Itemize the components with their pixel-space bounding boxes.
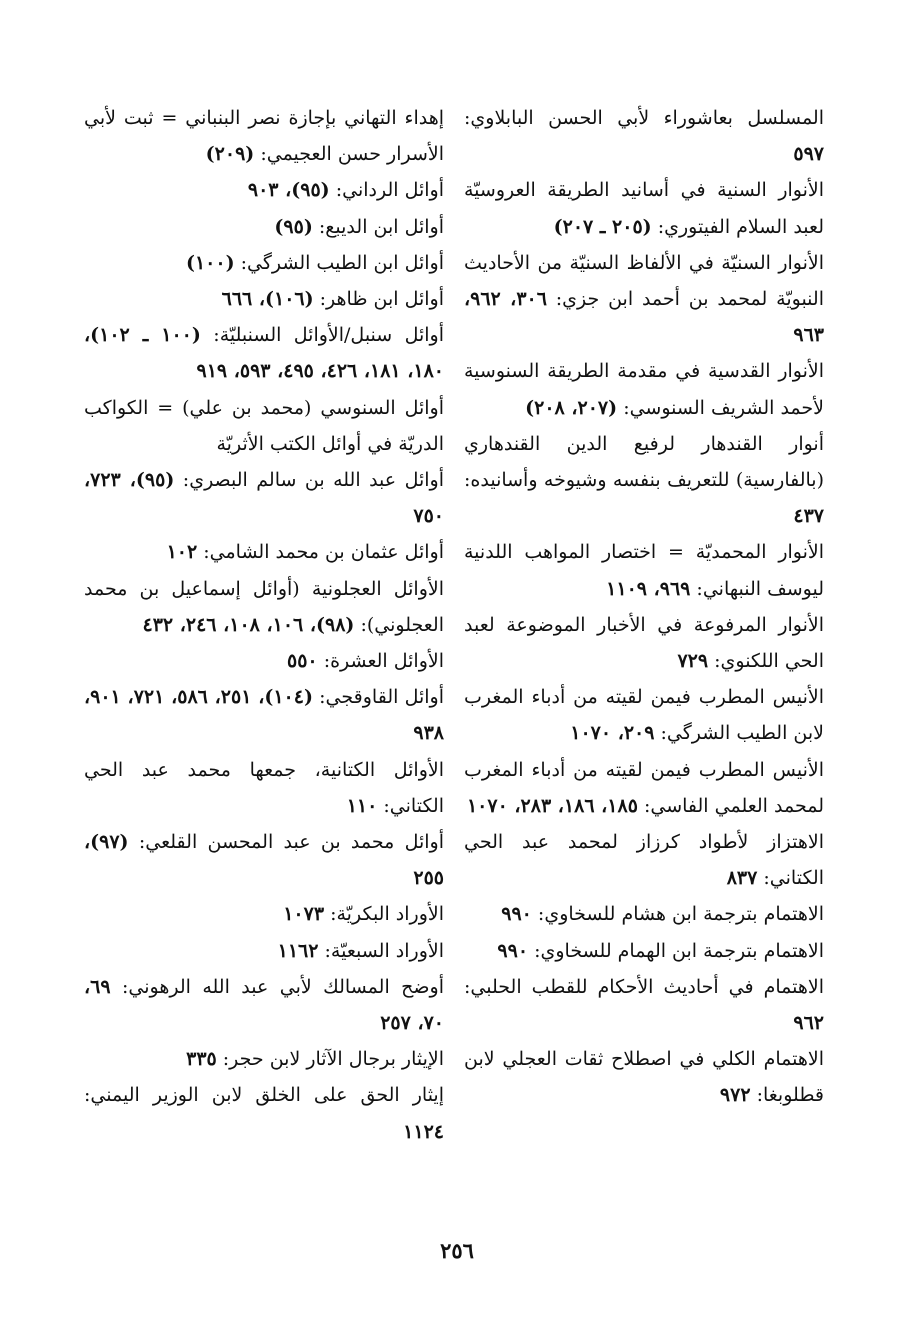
index-entry [464,933,824,969]
entry-page-refs: (١٠٤)، ٢٥١، ٥٨٦، ٧٢١، ٩٠١، ٩٣٨ [84,686,444,745]
index-entry [84,172,444,208]
index-entry [84,317,444,389]
entry-title: أوائل ابن الديبع: [318,215,444,238]
index-entry [464,1041,824,1113]
entry-title: الأوراد السبعيّة: [324,939,444,962]
entry-title: الأنوار السنية في أسانيد الطريقة العروسيّة لعبد السلام الفيتوري: [464,179,824,238]
index-entry [84,969,444,1041]
entry-page-refs: (١٠٦)، ٦٦٦ [221,288,314,311]
index-entry [464,824,824,896]
index-entry [84,933,444,969]
index-entry [84,534,444,570]
entry-title: الاهتزاز لأطواد كرزاز لمحمد عبد الحي الكتاني: [464,831,824,890]
entry-page-refs: ١١٠ [346,794,378,817]
index-entry [84,245,444,281]
entry-page-refs: ٤٣٧ [793,505,824,528]
entry-page-refs: ٧٢٩ [677,650,709,673]
entry-title: الأنوار السنيّة في الألفاظ السنيّة من الأحاديث النبويّة لمحمد بن أحمد ابن جزي: [464,251,824,311]
index-entry [464,426,824,535]
index-entry [464,752,824,824]
entry-title: الاهتمام بترجمة ابن الهمام للسخاوي: [534,939,824,962]
entry-title: الأنوار القدسية في مقدمة الطريقة السنوسية لأحمد الشريف السنوسي: [464,360,824,419]
entry-page-refs: ٦٩، ٧٠، ٢٥٧ [84,975,444,1035]
index-entry [84,100,444,172]
entry-page-refs: ١١٢٤ [403,1120,444,1143]
entry-title: أوائل ابن الطيب الشرگي: [240,251,444,274]
index-entry [464,353,824,425]
index-entry [84,896,444,932]
entry-page-refs: (٩٥) [274,215,313,238]
index-entry [464,245,824,354]
entry-page-refs: ١٠٢ [166,541,198,564]
entry-title: الأوائل العجلونية (أوائل إسماعيل بن محمد العجلوني): [84,577,444,636]
entry-page-refs: (٩٥)، ٧٢٣، ٧٥٠ [84,469,444,528]
entry-page-refs: (٢٠٩) [205,143,255,166]
entry-title: أوائل السنوسي (محمد بن علي) = الكواكب الدريّة في أوائل الكتب الأثريّة [84,396,444,455]
index-entry [84,824,444,896]
entry-title: الاهتمام بترجمة ابن هشام للسخاوي: [537,903,824,926]
entry-title: أوائل القاوقجي: [319,686,445,709]
index-entry [84,209,444,245]
index-entry [84,1077,444,1149]
entry-title: الاهتمام في أحاديث الأحكام للقطب الحلبي: [464,975,824,998]
index-entry [84,390,444,462]
entry-page-refs: ٩٧٢ [719,1084,751,1107]
index-column-left [84,100,444,1150]
entry-page-refs: ٣٠٦، ٩٦٢، ٩٦٣ [464,288,824,347]
index-entry [84,752,444,824]
entry-page-refs: ٥٥٠ [287,650,318,673]
entry-page-refs: ٩٩٠ [501,903,532,926]
index-entry [464,969,824,1041]
entry-page-refs: ٨٣٧ [726,867,758,890]
entry-page-refs: ٢٠٩، ١٠٧٠ [570,722,655,745]
entry-page-refs: (١٠٠) [185,251,235,274]
entry-page-refs: (٩٨)، ١٠٦، ١٠٨، ٢٤٦، ٤٣٢ [142,613,355,636]
entry-page-refs: (٢٠٧، ٢٠٨) [525,396,618,419]
entry-title: أنوار القندهار لرفيع الدين القندهاري (بالفارسية) للتعريف بنفسه وشيوخه وأسانيده: [464,432,824,492]
entry-title: الأنوار المرفوعة في الأخبار الموضوعة لعبد الحي اللكنوي: [464,613,824,673]
entry-title: أوضح المسالك لأبي عبد الله الرهوني: [121,975,444,998]
entry-title: أوائل محمد بن عبد المحسن القلعي: [138,831,444,854]
entry-page-refs: ١٠٧٣ [283,903,325,926]
entry-page-refs: ١٨٥، ١٨٦، ٢٨٣، ١٠٧٠ [466,794,638,817]
entry-title: إيثار الحق على الخلق لابن الوزير اليمني: [84,1084,444,1107]
index-entry [84,1041,444,1077]
index-entry [464,172,824,244]
entry-title: أوائل عبد الله بن سالم البصري: [182,469,444,492]
entry-title: الأنيس المطرب فيمن لقيته من أدباء المغرب لمحمد العلمي الفاسي: [464,758,824,817]
entry-page-refs: (٢٠٥ ـ ٢٠٧) [553,215,652,238]
entry-title: أوائل سنبل/الأوائل السنبليّة: [213,324,445,347]
entry-title: الأوائل العشرة: [323,650,444,673]
index-entry [84,462,444,534]
index-entry [84,679,444,751]
index-column-right [464,100,824,1114]
index-entry [464,896,824,932]
entry-title: أوائل عثمان بن محمد الشامي: [203,541,444,564]
entry-page-refs: ١١٦٢ [277,939,319,962]
index-entry [464,679,824,751]
index-entry [84,571,444,643]
entry-page-refs: ٩٦٢ [793,1012,824,1035]
entry-page-refs: ٩٦٩، ١١٠٩ [606,577,691,600]
entry-title: الأنيس المطرب فيمن لقيته من أدباء المغرب لابن الطيب الشرگي: [464,686,824,745]
entry-page-refs: ٣٣٥ [186,1048,217,1071]
entry-title: الأنوار المحمديّة = اختصار المواهب اللدنية ليوسف النبهاني: [464,541,824,600]
entry-title: المسلسل بعاشوراء لأبي الحسن البابلاوي: [464,107,824,129]
entry-title: إهداء التهاني بإجازة نصر البنباني = ثبت لأبي الأسرار حسن العجيمي: [84,107,444,166]
entry-title: أوائل ابن ظاهر: [319,288,444,311]
entry-title: الإيثار برجال الآثار لابن حجر: [222,1048,444,1071]
index-entry [84,643,444,679]
index-entry [464,607,824,679]
entry-title: الاهتمام الكلي في اصطلاح ثقات العجلي لابن قطلوبغا: [464,1048,824,1107]
entry-title: الأوراد البكريّة: [330,903,444,926]
entry-title: الأوائل الكتانية، جمعها محمد عبد الحي الكتاني: [84,758,444,817]
entry-page-refs: (٩٧)، ٢٥٥ [84,831,444,890]
index-entry [464,534,824,606]
entry-page-refs: (١٠٠ ـ ١٠٢)، ١٨٠، ١٨١، ٤٢٦، ٤٩٥، ٥٩٣، ٩١٩ [84,324,444,383]
entry-page-refs: (٩٥)، ٩٠٣ [247,179,330,202]
entry-title: أوائل الرداني: [335,179,444,202]
index-entry [464,100,824,172]
index-entry [84,281,444,317]
entry-page-refs: ٩٩٠ [497,939,529,962]
entry-page-refs: ٥٩٧ [793,143,824,166]
page-number: ٢٥٦ [440,1238,474,1263]
